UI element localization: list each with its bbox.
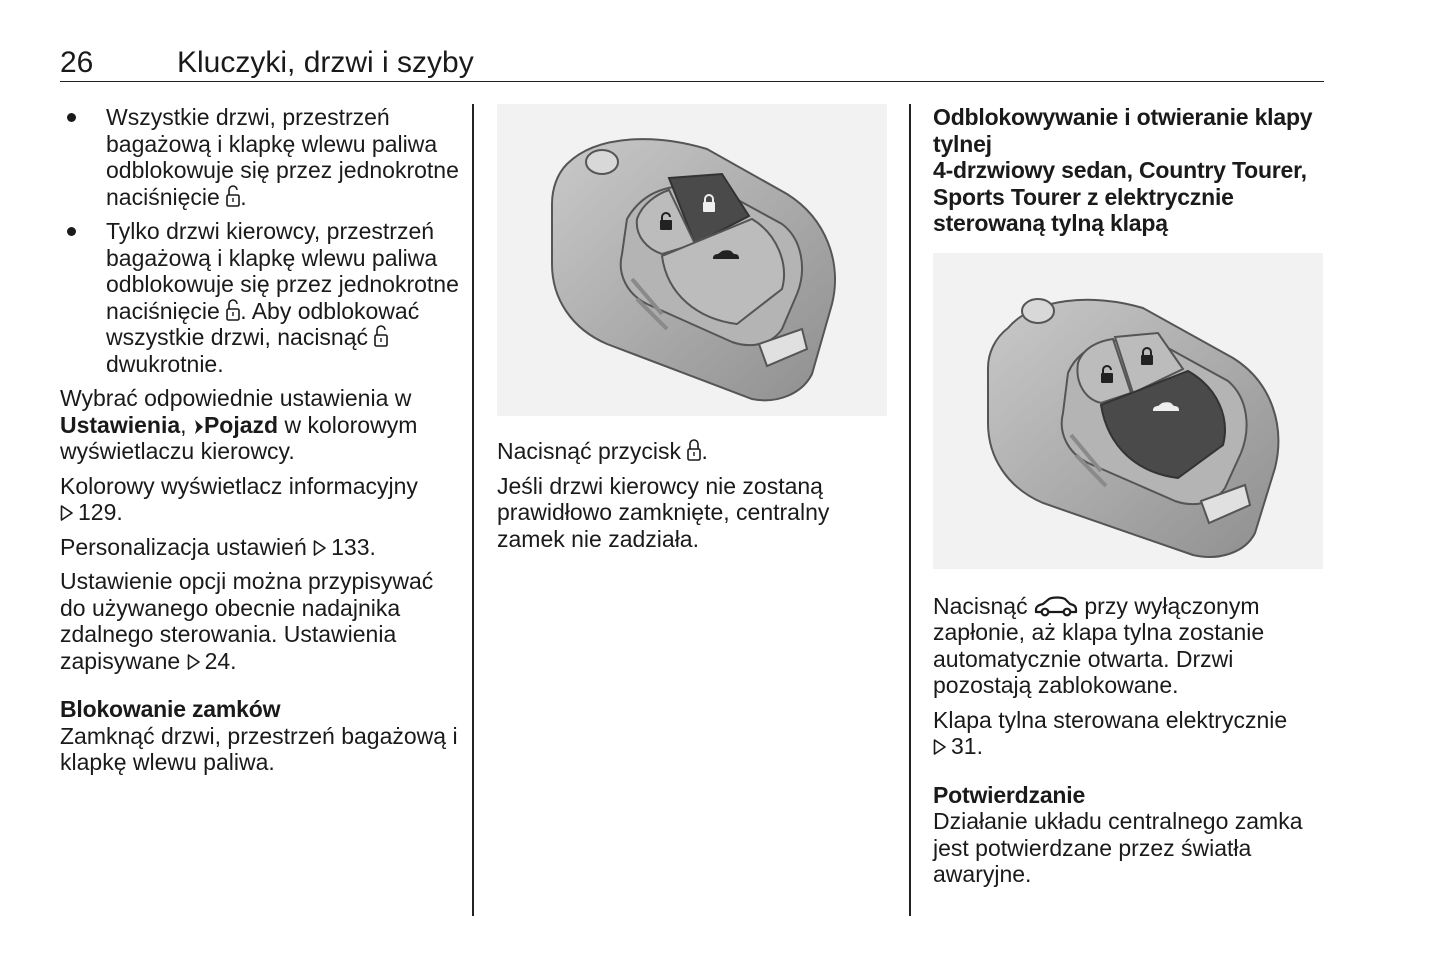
section-heading: Blokowanie zamków <box>60 696 281 722</box>
lock-icon <box>687 438 701 462</box>
unlock-options-list <box>60 104 460 377</box>
column-left <box>60 104 460 776</box>
car-tailgate-icon <box>1034 595 1078 617</box>
arrow-right-icon <box>193 418 204 436</box>
section-heading: Odblokowywanie i otwieranie klapy tylnej <box>933 104 1313 157</box>
column-right <box>933 104 1325 888</box>
page-title: Kluczyki, drzwi i szyby <box>177 46 474 79</box>
confirmation-section <box>933 782 1325 888</box>
press-button-paragraph: Nacisnąć przycisk . <box>497 438 708 464</box>
unlock-icon <box>226 184 240 208</box>
menu-path-vehicle: Pojazd <box>203 411 279 438</box>
page-header <box>60 44 1324 82</box>
list-item: Tylko drzwi kierowcy, przestrzeń bagażową i klapkę wlewu paliwa odblokowuje się przez jednokrotne naciśnięcie . Aby odblokować wszystkie drzwi, nacisnąć dwukrotnie. <box>60 218 460 377</box>
bullet-icon <box>67 113 76 122</box>
bullet-icon <box>67 227 76 236</box>
cross-reference: Kolorowy wyświetlacz informacyjny 129. <box>60 472 418 525</box>
unlock-icon <box>226 298 240 322</box>
section-heading: Potwierdzanie <box>933 781 1086 808</box>
tailgate-press-paragraph: Nacisnąć przy wyłączonym zapłonie, aż klapa tylna zostanie automatycznie otwarta. Drzwi pozostają zablokowane. <box>933 592 1265 698</box>
section-subheading: 4-drzwiowy sedan, Country Tourer, Sports Tourer z elektrycznie sterowaną tylną klapą <box>933 157 1307 236</box>
key-fob-tailgate-illustration <box>933 253 1323 569</box>
reference-arrow-icon <box>187 653 201 671</box>
column-divider <box>909 104 911 916</box>
reference-arrow-icon <box>60 504 74 522</box>
assign-paragraph: Ustawienie opcji można przypisywać do używanego obecnie nadajnika zdalnego sterowania. Ustawienia zapisywane 24. <box>60 568 434 674</box>
cross-reference: Klapa tylna sterowana elektrycznie 31. <box>933 706 1288 759</box>
settings-paragraph: Wybrać odpowiednie ustawienia w Ustawienia, Pojazd w kolorowym wyświetlaczu kierowcy. <box>60 385 418 464</box>
section-text: Działanie układu centralnego zamka jest potwierdzane przez światła awaryjne. <box>933 808 1303 887</box>
column-middle <box>497 104 889 560</box>
page-number: 26 <box>60 46 94 79</box>
note-paragraph: Jeśli drzwi kierowcy nie zostaną prawidłowo zamknięte, centralny zamek nie zadziała. <box>497 472 830 552</box>
key-fob-lock-illustration <box>497 104 887 416</box>
menu-path-settings: Ustawienia <box>60 411 181 438</box>
reference-arrow-icon <box>933 738 947 756</box>
section-text: Zamknąć drzwi, przestrzeń bagażową i klapkę wlewu paliwa. <box>60 722 458 775</box>
locking-section <box>60 696 460 776</box>
cross-reference: Personalizacja ustawień 133. <box>60 533 376 560</box>
unlock-icon <box>374 324 388 348</box>
list-item: Wszystkie drzwi, przestrzeń bagażową i klapkę wlewu paliwa odblokowuje się przez jednokrotne naciśnięcie . <box>60 104 460 210</box>
reference-arrow-icon <box>313 539 327 557</box>
column-divider <box>472 104 474 916</box>
